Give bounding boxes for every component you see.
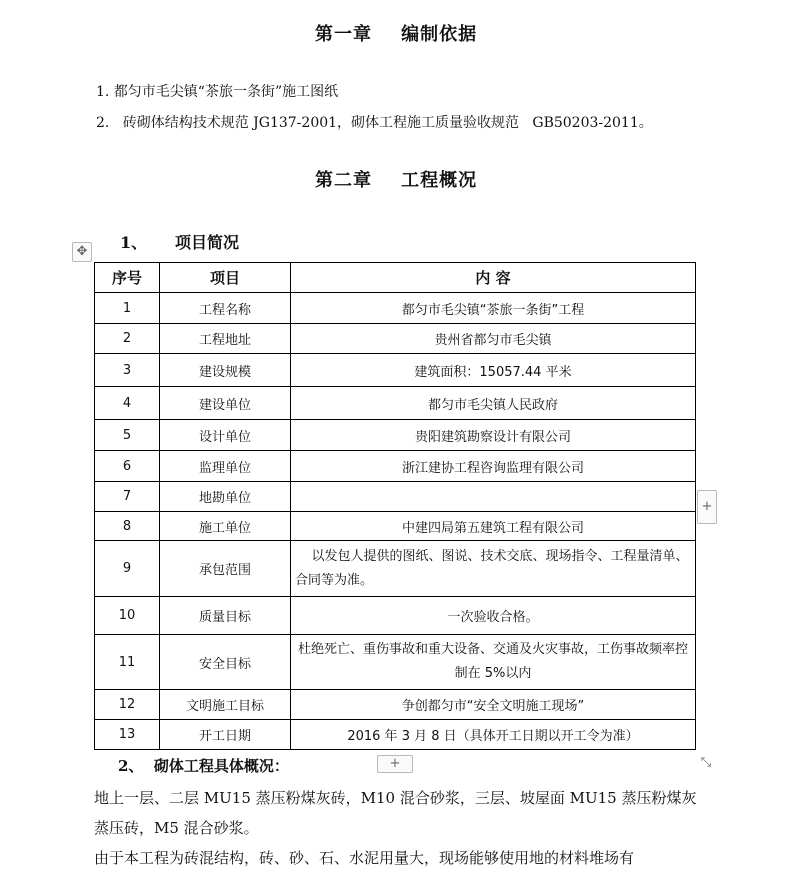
- row-item: 建设规模: [160, 354, 291, 387]
- table-row: [95, 720, 696, 750]
- chapter-2-title: 第二章 工程概况: [315, 170, 478, 191]
- row-content[interactable]: 贵阳建筑勘察设计有限公司: [291, 420, 696, 451]
- masonry-paragraph-2: 由于本工程为砖混结构，砖、砂、石、水泥用量大，现场能够使用地的材料堆场有: [94, 849, 635, 867]
- move-icon: ✥: [76, 244, 88, 259]
- row-item: 安全目标: [160, 635, 291, 690]
- plus-icon: +: [389, 756, 401, 771]
- row-content[interactable]: 以发包人提供的图纸、图说、技术交底、现场指令、工程量清单、合同等为准。: [291, 541, 696, 597]
- row-number: 7: [95, 482, 160, 512]
- row-content[interactable]: [291, 482, 696, 512]
- row-item: 工程名称: [160, 293, 291, 324]
- section-2-heading: 2、 砌体工程具体概况：: [118, 757, 289, 775]
- row-number: 12: [95, 690, 160, 720]
- basis-item-2: 2. 砖砌体结构技术规范 JG137-2001，砌体工程施工质量验收规范 GB50203-2011。: [96, 115, 653, 131]
- row-number: 13: [95, 720, 160, 750]
- row-item: 地勘单位: [160, 482, 291, 512]
- table-row: [95, 451, 696, 482]
- row-number: 4: [95, 387, 160, 420]
- row-content[interactable]: 浙江建协工程咨询监理有限公司: [291, 451, 696, 482]
- row-number: 5: [95, 420, 160, 451]
- section-1-heading: 1、 项目简况: [120, 233, 239, 252]
- row-number: 11: [95, 635, 160, 690]
- basis-item-1: 1. 都匀市毛尖镇“茶旅一条街”施工图纸: [96, 84, 339, 100]
- table-header-row: [95, 263, 696, 293]
- add-row-button[interactable]: [377, 755, 413, 773]
- table-row: [95, 512, 696, 541]
- resize-icon: ⤡: [700, 755, 712, 770]
- table-row: [95, 635, 696, 690]
- row-item: 质量目标: [160, 597, 291, 635]
- masonry-paragraph-1: 地上一层、二层 MU15 蒸压粉煤灰砖，M10 混合砂浆，三层、坡屋面 MU15 蒸压粉煤灰蒸压砖，M5 混合砂浆。: [94, 789, 697, 837]
- table-row: [95, 324, 696, 354]
- add-column-button[interactable]: [697, 490, 717, 524]
- row-content[interactable]: 一次验收合格。: [291, 597, 696, 635]
- row-number: 3: [95, 354, 160, 387]
- row-item: 施工单位: [160, 512, 291, 541]
- row-number: 1: [95, 293, 160, 324]
- table-row: [95, 482, 696, 512]
- plus-icon: +: [701, 499, 713, 514]
- row-content[interactable]: 贵州省都匀市毛尖镇: [291, 324, 696, 354]
- table-row: [95, 293, 696, 324]
- row-item: 设计单位: [160, 420, 291, 451]
- row-item: 承包范围: [160, 541, 291, 597]
- row-content[interactable]: 2016 年 3 月 8 日（具体开工日期以开工令为准）: [291, 720, 696, 750]
- row-content[interactable]: 争创都匀市“安全文明施工现场”: [291, 690, 696, 720]
- table-row: [95, 354, 696, 387]
- row-number: 8: [95, 512, 160, 541]
- table-resize-handle[interactable]: [697, 754, 715, 772]
- row-item: 建设单位: [160, 387, 291, 420]
- project-overview-table: [94, 262, 696, 750]
- chapter-1-title: 第一章 编制依据: [315, 24, 478, 45]
- row-item: 文明施工目标: [160, 690, 291, 720]
- table-move-handle[interactable]: [72, 242, 92, 262]
- row-item: 工程地址: [160, 324, 291, 354]
- table-row: [95, 387, 696, 420]
- row-content[interactable]: 都匀市毛尖镇“茶旅一条街”工程: [291, 293, 696, 324]
- table-row: [95, 597, 696, 635]
- row-number: 9: [95, 541, 160, 597]
- header-no: 序号: [95, 263, 160, 293]
- header-content: 内 容: [291, 263, 696, 293]
- table-row: [95, 541, 696, 597]
- row-number: 10: [95, 597, 160, 635]
- row-content[interactable]: 中建四局第五建筑工程有限公司: [291, 512, 696, 541]
- table-row: [95, 690, 696, 720]
- row-item: 开工日期: [160, 720, 291, 750]
- row-number: 6: [95, 451, 160, 482]
- header-item: 项目: [160, 263, 291, 293]
- table-row: [95, 420, 696, 451]
- row-item: 监理单位: [160, 451, 291, 482]
- row-content[interactable]: 杜绝死亡、重伤事故和重大设备、交通及火灾事故，工伤事故频率控制在 5%以内: [291, 635, 696, 690]
- row-content[interactable]: 都匀市毛尖镇人民政府: [291, 387, 696, 420]
- row-number: 2: [95, 324, 160, 354]
- row-content[interactable]: 建筑面积：15057.44 平米: [291, 354, 696, 387]
